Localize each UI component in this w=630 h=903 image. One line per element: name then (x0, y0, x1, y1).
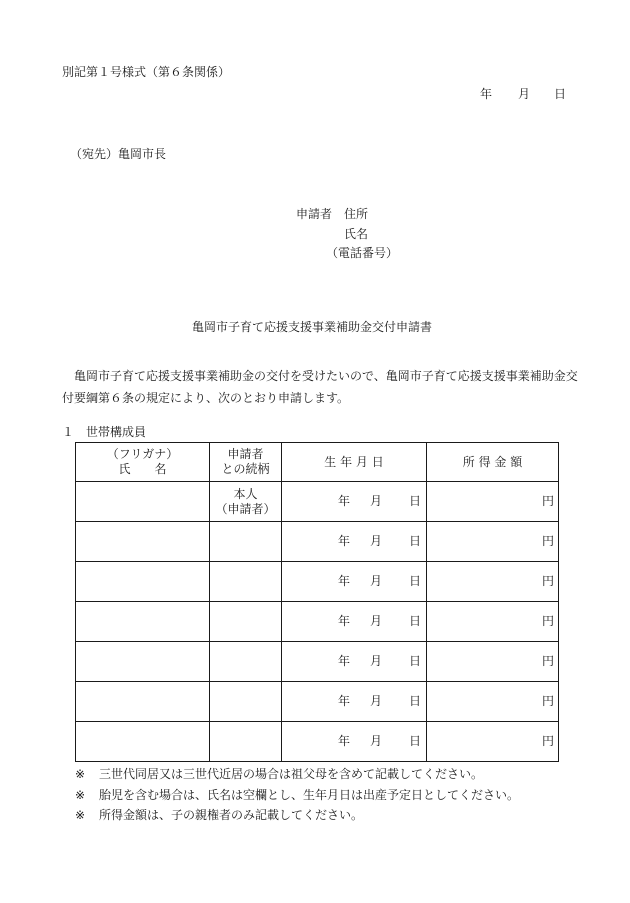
table-row (76, 602, 559, 642)
date-year-label: 年 (338, 694, 351, 708)
income-cell[interactable] (427, 482, 559, 522)
note-item (75, 787, 519, 804)
date-year-label: 年 (338, 574, 351, 588)
name-cell[interactable] (76, 602, 210, 642)
birthdate-cell[interactable] (282, 482, 427, 522)
relation-cell[interactable] (210, 602, 282, 642)
relation-cell[interactable] (210, 722, 282, 762)
name-cell[interactable] (76, 482, 210, 522)
income-cell[interactable] (427, 682, 559, 722)
date-day-label: 日 (554, 87, 567, 101)
table-row (76, 522, 559, 562)
submission-date (480, 86, 566, 103)
income-cell[interactable] (427, 722, 559, 762)
birthdate-cell[interactable] (282, 522, 427, 562)
birthdate-cell[interactable] (282, 562, 427, 602)
note-mark: ※ (75, 808, 86, 822)
date-month-label: 月 (370, 734, 383, 748)
date-year-label: 年 (338, 654, 351, 668)
date-year-label: 年 (338, 614, 351, 628)
relation-cell[interactable] (210, 682, 282, 722)
birthdate-cell[interactable] (282, 682, 427, 722)
note-text: 胎児を含む場合は、氏名は空欄とし、生年月日は出産予定日としてください。 (99, 788, 520, 802)
date-day-label: 日 (409, 494, 422, 508)
relation-cell (210, 482, 282, 522)
date-day-label: 日 (409, 574, 422, 588)
addressee: （宛先）亀岡市長 (70, 147, 167, 161)
date-day-label: 日 (409, 654, 422, 668)
table-row (76, 482, 559, 522)
note-item (75, 807, 363, 824)
relation-self-line2: （申請者） (215, 501, 276, 516)
name-cell[interactable] (76, 682, 210, 722)
income-cell[interactable] (427, 602, 559, 642)
birthdate-header: 生 年 月 日 (282, 443, 427, 482)
income-cell[interactable] (427, 522, 559, 562)
relation-cell[interactable] (210, 522, 282, 562)
section-heading: １ 世帯構成員 (62, 425, 147, 439)
relation-header (210, 443, 282, 482)
note-mark: ※ (75, 788, 86, 802)
note-text: 三世代同居又は三世代近居の場合は祖父母を含めて記載してください。 (99, 767, 484, 781)
income-cell[interactable] (427, 562, 559, 602)
table-row (76, 562, 559, 602)
relation-cell[interactable] (210, 562, 282, 602)
birthdate-cell[interactable] (282, 642, 427, 682)
body-paragraph: 亀岡市子育て応援支援事業補助金の交付を受けたいので、亀岡市子育て応援支援事業補助金交付要綱第６条の規定により、次のとおり申請します。 (62, 369, 578, 405)
furigana-header-label: （フリガナ） (106, 447, 179, 461)
name-cell[interactable] (76, 722, 210, 762)
date-year-label: 年 (338, 534, 351, 548)
date-year-label: 年 (338, 734, 351, 748)
date-month-label: 月 (370, 654, 383, 668)
yen-label: 円 (541, 614, 554, 628)
note-item (75, 766, 483, 783)
birthdate-cell[interactable] (282, 602, 427, 642)
relation-header-line1: 申請者 (227, 447, 264, 461)
document-title: 亀岡市子育て応援支援事業補助金交付申請書 (192, 320, 433, 334)
birthdate-cell[interactable] (282, 722, 427, 762)
date-day-label: 日 (409, 734, 422, 748)
date-month-label: 月 (518, 87, 531, 101)
yen-label: 円 (541, 534, 554, 548)
phone-label: （電話番号） (326, 246, 399, 260)
table-row (76, 642, 559, 682)
name-header (76, 443, 210, 482)
relation-cell[interactable] (210, 642, 282, 682)
name-header-label: 氏 名 (118, 462, 167, 476)
income-header: 所 得 金 額 (427, 443, 559, 482)
yen-label: 円 (541, 494, 554, 508)
table-row (76, 722, 559, 762)
date-year-label: 年 (338, 494, 351, 508)
income-cell[interactable] (427, 642, 559, 682)
date-year-label: 年 (480, 87, 493, 101)
household-members-table (75, 442, 559, 762)
date-month-label: 月 (370, 494, 383, 508)
yen-label: 円 (541, 734, 554, 748)
date-day-label: 日 (409, 534, 422, 548)
date-month-label: 月 (370, 534, 383, 548)
date-day-label: 日 (409, 614, 422, 628)
name-cell[interactable] (76, 642, 210, 682)
yen-label: 円 (541, 654, 554, 668)
date-month-label: 月 (370, 574, 383, 588)
name-cell[interactable] (76, 562, 210, 602)
table-header-row (76, 443, 559, 482)
date-month-label: 月 (370, 614, 383, 628)
name-cell[interactable] (76, 522, 210, 562)
date-month-label: 月 (370, 694, 383, 708)
note-text: 所得金額は、子の親権者のみ記載してください。 (99, 808, 364, 822)
name-label: 氏名 (344, 227, 369, 241)
applicant-label: 申請者 (296, 207, 333, 221)
relation-self-line1: 本人 (233, 486, 258, 501)
yen-label: 円 (541, 694, 554, 708)
form-reference: 別記第１号様式（第６条関係） (62, 65, 231, 79)
table-row (76, 682, 559, 722)
date-day-label: 日 (409, 694, 422, 708)
note-mark: ※ (75, 767, 86, 781)
relation-header-line2: との続柄 (221, 462, 270, 476)
yen-label: 円 (541, 574, 554, 588)
address-label: 住所 (344, 207, 369, 221)
